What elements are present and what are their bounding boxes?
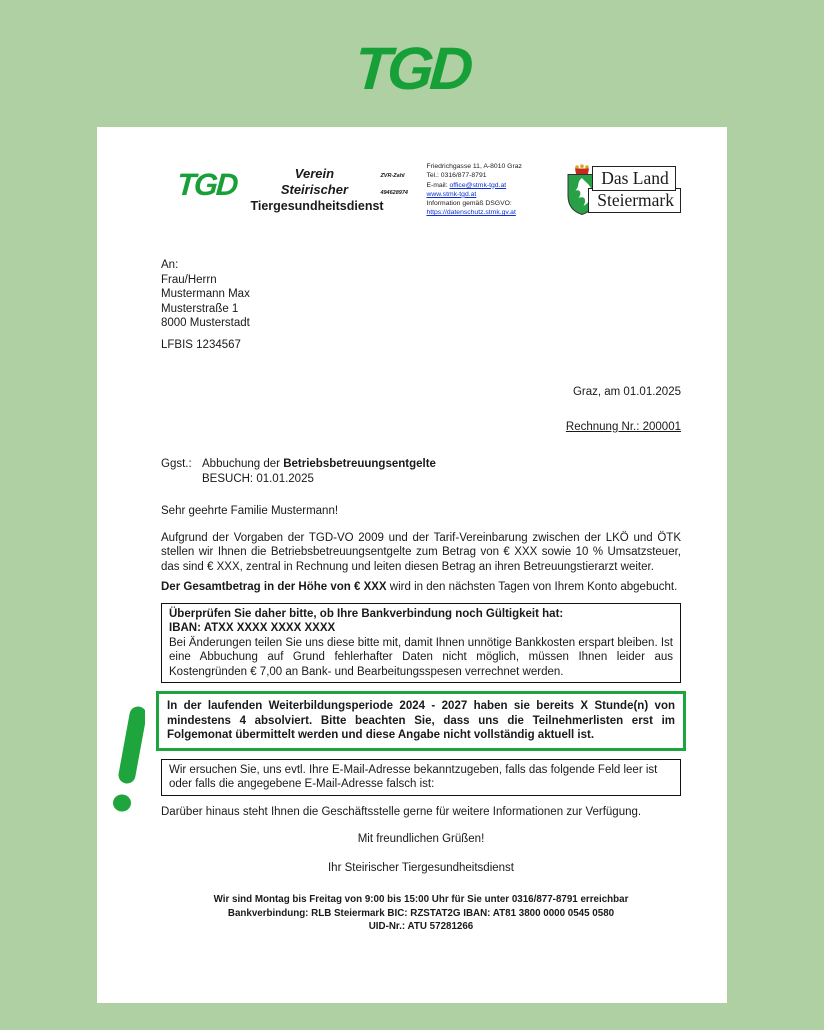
- paragraph-total-rest: wird in den nächsten Tagen von Ihrem Konto abgebucht.: [386, 581, 678, 593]
- subject-prefix: Abbuchung der: [202, 458, 284, 470]
- recipient-an: An:: [161, 259, 179, 271]
- exclamation-mark-icon: [111, 705, 145, 815]
- org-line-2: Steirischer: [280, 182, 349, 197]
- letter-page: [97, 127, 727, 1003]
- subject-content: [202, 457, 436, 486]
- email-request-box: Wir ersuchen Sie, uns evtl. Ihre E-Mail-Adresse bekanntzugeben, falls das folgende Feld leer ist oder falls die angegebene E-Mail-Adresse falsch ist:: [161, 759, 681, 796]
- tgd-brand-logo: TGD: [352, 35, 472, 102]
- land-logo-line-1: Das Land: [592, 166, 676, 191]
- contact-email-line: [426, 181, 526, 190]
- recipient-address-block: [161, 258, 681, 331]
- date-line: Graz, am 01.01.2025: [572, 386, 681, 398]
- invoice-number: Rechnung Nr.: 200001: [565, 420, 681, 433]
- bank-check-text: Bei Änderungen teilen Sie uns diese bitte mit, damit Ihnen unnötige Bankkosten erspart bleiben. Ist eine Abbuchung auf Grund fehlerhafter Daten nicht möglich, müssen Ihnen leider aus Kostengründen € 7,00 an Bank- und Bearbeitungsspesen verrechnet werden.: [169, 636, 673, 678]
- org-line-3: Tiergesundheitsdienst: [250, 199, 384, 213]
- zvr-number-block: [380, 172, 416, 198]
- footer-uid: UID-Nr.: ATU 57281266: [368, 921, 474, 932]
- subject-visit-date: BESUCH: 01.01.2025: [202, 472, 314, 485]
- footer-hours: Wir sind Montag bis Freitag von 9:00 bis 15:00 Uhr für Sie unter 0316/877-8791 erreichbar: [213, 894, 629, 905]
- paragraph-office: Darüber hinaus steht Ihnen die Geschäftsstelle gerne für weitere Informationen zur Verfügung.: [161, 805, 642, 818]
- footer-bank: Bankverbindung: RLB Steiermark BIC: RZSTAT2G IBAN: AT81 3800 0000 0545 0580: [227, 907, 615, 919]
- recipient-street: Musterstraße 1: [161, 302, 239, 315]
- contact-address: Friedrichgasse 11, A-8010 Graz: [426, 163, 522, 170]
- paragraph-fees: Aufgrund der Vorgaben der TGD-VO 2009 und der Tarif-Vereinbarung zwischen der LKÖ und ÖTK stellen wir Ihnen die Betriebsbetreuungsentgelte zum Betrag von € XXX sowie 10 % Umsatzsteuer, das sind € XXX, zentral in Rechnung und leiten diesen Betrag an ihren Betreuungstierarzt weiter.: [161, 531, 681, 573]
- website-link[interactable]: www.stmk-tgd.at: [426, 190, 477, 198]
- dsgvo-label: Information gemäß DSGVO:: [426, 200, 512, 208]
- iban-placeholder: IBAN: ATXX XXXX XXXX XXXX: [169, 622, 336, 634]
- email-link[interactable]: office@stmk-tgd.at: [449, 181, 507, 189]
- subject-label: Ggst.:: [161, 458, 192, 470]
- organization-name: [250, 166, 384, 214]
- land-logo-line-2: Steiermark: [588, 188, 681, 213]
- recipient-salutation: Frau/Herrn: [161, 273, 217, 286]
- email-label: E-mail:: [426, 181, 450, 189]
- zvr-number: 494628974: [380, 190, 408, 196]
- letterhead: [161, 160, 681, 230]
- subject-block: [161, 457, 681, 486]
- contact-block: [426, 162, 526, 218]
- zvr-label: ZVR-Zahl: [380, 173, 405, 179]
- recipient-city: 8000 Musterstadt: [161, 317, 250, 329]
- bank-check-box: [161, 603, 681, 684]
- lfbis-number: LFBIS 1234567: [161, 338, 241, 351]
- tgd-letterhead-logo: TGD: [175, 167, 238, 202]
- land-logo-text: [592, 166, 681, 213]
- land-steiermark-logo: [563, 164, 681, 218]
- subject-bold: Betriebsbetreuungsentgelte: [283, 458, 436, 470]
- training-period-box: In der laufenden Weiterbildungsperiode 2024 - 2027 haben sie bereits X Stunde(n) von mindestens 4 absolviert. Bitte beachten Sie, dass uns die Teilnehmerlisten erst im Folgemonat übermittelt werden und diese Angabe nicht vollständig aktuell ist.: [156, 691, 686, 751]
- paragraph-total-bold: Der Gesamtbetrag in der Höhe von € XXX: [161, 581, 387, 593]
- signature-line: Ihr Steirischer Tiergesundheitsdienst: [327, 861, 514, 874]
- paragraph-total: [161, 580, 681, 595]
- bank-check-heading: Überprüfen Sie daher bitte, ob Ihre Bankverbindung noch Gültigkeit hat:: [169, 607, 564, 620]
- org-line-1: Verein: [294, 166, 335, 181]
- footer-block: [161, 893, 681, 934]
- greeting: Sehr geehrte Familie Mustermann!: [161, 505, 339, 517]
- contact-phone: Tel.: 0316/877-8791: [426, 172, 487, 180]
- closing-line: Mit freundlichen Grüßen!: [357, 833, 485, 845]
- recipient-name: Mustermann Max: [161, 288, 250, 300]
- dsgvo-link[interactable]: https://datenschutz.stmk.gv.at: [426, 209, 516, 217]
